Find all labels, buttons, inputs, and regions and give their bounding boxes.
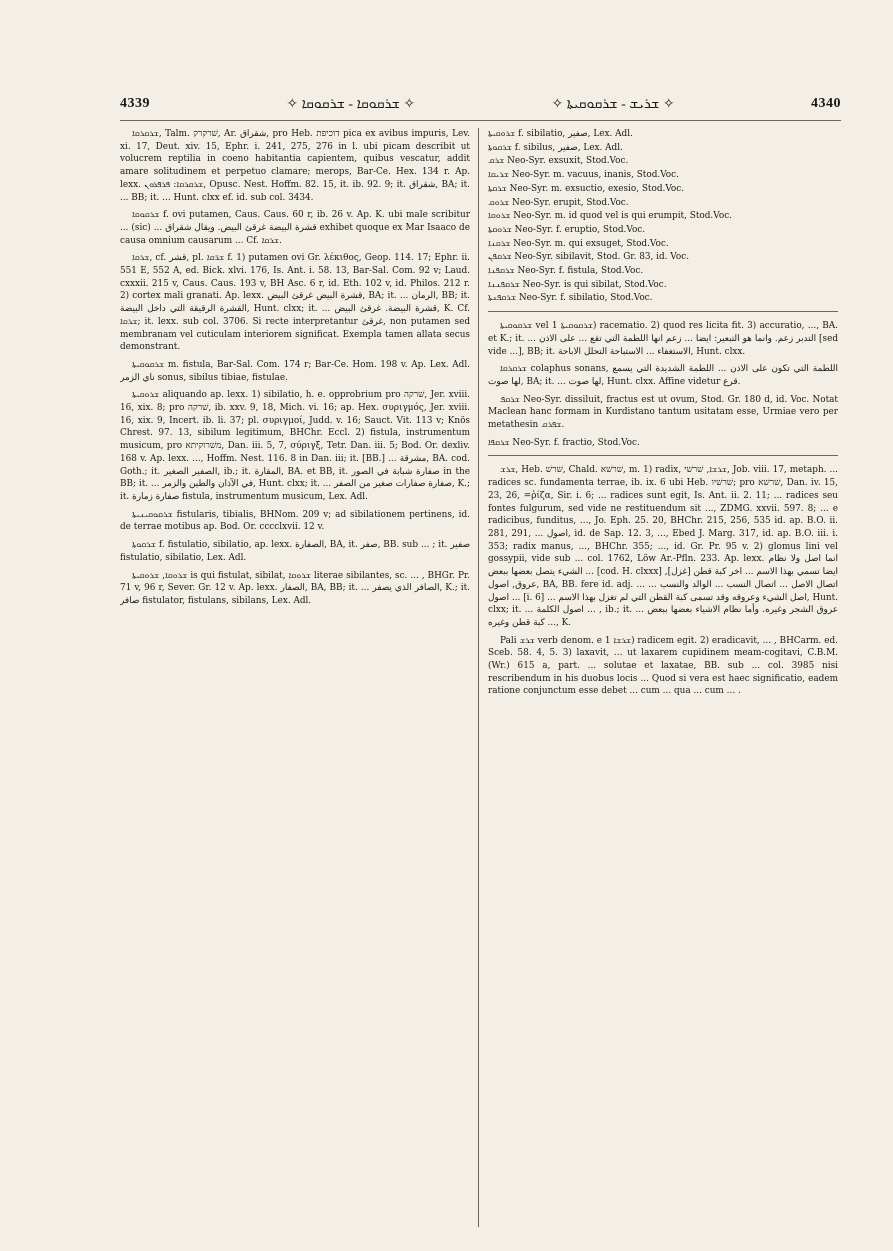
entry: ܫܪܝܩܐ Neo-Syr. m. vacuus, inanis, Stod.Voc.	[488, 170, 679, 181]
section-divider	[488, 311, 838, 312]
page-number-right: 4340	[810, 96, 841, 111]
running-head-right: ✧ ܫܪܝܫ - ܫܪܩܘܩܝܬܐ ✧	[551, 96, 675, 112]
header-rule	[120, 120, 841, 121]
entry: ܫܪܩܢܐ Neo-Syr. m. qui exsuget, Stod.Voc.	[488, 238, 669, 249]
entry: ܫܪܩܦܢܬܐ Neo-Syr. f. sibilatio, Stod.Voc.	[488, 293, 653, 304]
entry: ܫܪܩܘܩܝܬܐ m. fistula, Bar-Sal. Com. 174 r; Bar-Ce. Hom. 198 v. Ap. Lex. Adl. ناي الزمر sonus, sibilus tibiae, fistulae.	[120, 359, 470, 383]
entry: ܫܪܘܩܝܬܐ f. sibilatio, صفير, Lex. Adl.	[488, 129, 633, 139]
page-number-left: 4339	[120, 96, 150, 111]
entry: ܫܪܩܘܩܝܬܐ vel ܫܪܩܘܩܝܬܐ 1) racematio. 2) quod res licita fit. 3) accuratio, ..., BA. et K.; it. ... التدبر زعم. وانما هو التبعير: ايضا ... زعم انها اللطمة التي تقع ... على الاذن [sed vide ...], BB; it. الاستغفاء ... الاستباحة التحلل الاباحة, Hunt. clxx.	[488, 321, 838, 357]
right-column	[478, 128, 838, 1227]
entry: ܫܪܘܩܬܐ Neo-Syr. f. eruptio, Stod.Voc.	[488, 224, 646, 235]
section-divider	[488, 455, 838, 456]
entry: ܫܪܩܦ Neo-Syr. dissiluit, fractus est ut ovum, Stod. Gr. 180 d, id. Voc. Notat Maclean hanc formam in Kurdistano tantum usitatam esse, Urmiae vero per metathesin ܫܦܪܩ.	[488, 394, 838, 431]
entry: ܫܪܩܘܬܐ f. sibilus, صفير, Lex. Adl.	[488, 142, 623, 153]
entry: ܫܪܘܩܐ, ܫܪܘܩܝܬܐ is qui fistulat, sibilat, ܫܪܘܩܐ literae sibilantes, sc. ... , BHGr. Pr. 71 v, 96 r, Sever. Gr. 12 v. Ap. lexx. الصفار, BA, BB; it. ... الصافر الذي يصفر, K.; it. صافر fistulator, fistulans, sibilans, Lex. Adl.	[120, 570, 471, 606]
entry: ܫܪܩܬܐ Neo-Syr. m. exsuctio, exesio, Stod.Voc.	[488, 183, 685, 194]
entry: ܫܪܩܪܩܐ colaphus sonans, اللطمة التي تكون على الاذن ... اللطمة الشديدة التي يسمع لها صوت, BA; it. ... لها صوت, Hunt. clxx. Affine videtur قرع.	[488, 364, 838, 387]
entry: ܫܪܘܩܝܬܐ aliquando ap. lexx. 1) sibilatio, h. e. opprobrium pro שׁרקה, Jer. xviii. 16, xix. 8; pro שׁרקה, ib. xxv. 9, 18, Mich. vi. 16; ap. Hex. συριγμός, Jer. xviii. 16, xix. 9, Incert. ib. li. 37; pl. συριγμοί, Judd. v. 16; Sauct. Vit. 113 v; Knös Chrest. 97. 13, sibilum legitimum, BHChr. Eccl. 2) fistula, instrumentum musicum, pro משׁרוקיתא, Dan. iii. 5, 7, σύριγξ, Tetr. Dan. iii. 5; Bod. Or. dexliv. 168 v. Ap. lexx. ..., Hoffm. Nest. 116. 8 in Dan. iii; it. [BB.] ... مشرقة, BA. cod. Goth.; it. الصفير الصغير, ib.; it. المقارة, BA. et BB, it. صفارة شبابة في الصور in the BB; it. ... في الآذان والطين والزمر, Hunt. clxx; it. ... صفارة صفارات صغير من الصفر, K.; it. صفارة زمارة fistula, instrumentum musicum, Lex. Adl.	[120, 390, 471, 502]
entry: ܫܪܩܦܢܐ Neo-Syr. f. fistula, Stod.Voc.	[488, 266, 644, 277]
entry: ܫܪܩܘܬܐ f. fistulatio, sibilatio, ap. lexx. الصفارة, BA, it. صفر, BB. sub ... ; it. صفير fistulatio, sibilatio, Lex. Adl.	[120, 540, 471, 563]
entry: ܫܪܘܩܐ Neo-Syr. m. id quod vel is qui erumpit, Stod.Voc.	[488, 211, 732, 222]
entry: ܫܪܩܦܢܢܐ Neo-Syr. is qui sibilat, Stod.Voc.	[488, 279, 667, 290]
entry: ܫܪܩܦܢ Neo-Syr. sibilavit, Stod. Gr. 83, id. Voc.	[488, 252, 690, 263]
entry: ܫܪܩܘܩܝܢܝܬܐ fistularis, tibialis, BHNom. 209 v; ad sibilationem pertinens, id. de terrae motibus ap. Bod. Or. cccclxvii. 12 v.	[120, 509, 470, 533]
entry: Pali ܫܪܫ verb denom. e ܫܪܫܐ 1) radicem egit. 2) eradicavit, ... , BHCarm. ed. Sceb. 58. 4, 5. 3) laxavit, ... ut laxarem cupidinem meam-cogitavi, C.B.M. (Wr.) 615 a, part. ... solutae et laxatae, BB. sub ... col. 3985 nisi rescribendum in his duobus locis ... Quod si vera est haec significatio, eadem ratione conjunctum esse debet ... cum ... qua ... cum ... .	[488, 635, 838, 697]
entry: ܫܪܩܐ, cf. قشر, pl. ܫܪ̈ܩܐ f. 1) putamen ovi Gr. λέκιθος, Geop. 114. 17; Ephr. ii. 551 E, 552 A, ed. Bick. xlvi. 176, Is. Ant. i. 58. 13, Bar-Sal. Com. 92 v; Laud. cxxxii. 215 v, Caus. Caus. 193 v, BH Asc. 6 r, id. Eth. 102 v, id. Philos. 212 r. 2) cortex mali granati. Ap. lexx. قشرة البيض غرقئ البيض, BA; it. ... الرمان, BB; it. القشرة الرقيقة التي داخل البيضة, Hunt. clxx; it. ... قشرة البيضة. غرقئ البيض, K. Cf. ܫܪܩܐ; it. lexx. sub col. 3706. Si recte interpretantur غرقئ, non putamen sed membranam vel cuticulam interiorem significat. Exempla tamen allata secus demonstrant.	[120, 253, 471, 353]
entry: ܫܪܩܦܐ Neo-Syr. f. fractio, Stod.Voc.	[488, 437, 640, 448]
two-column-body	[120, 128, 841, 1227]
entry: ܫܪܫ, Heb. שׁרשׁ, Chald. שׁרשׁא, m. 1) radix, ܫܪܫܐ, שׁרשׁי, Job. viii. 17, metaph. ... radices sc. fundamenta terrae, ib. ix. 6 ubi Heb. שׁרשׁיו; pro שׁרשׁא, Dan. iv. 15, 23, 26, =ῥίζα, Sir. i. 6; ... radices sunt egit, Is. Ant. ii. 2. 11; ... radices seu fontes fulgurum, sed vide ne restituendum sit ..., ZDMG. xxvii. 597. 8; ... e radicibus, funditus, ..., Jo. Eph. 25. 20, BHChr. 215, 256, 535 id. ap. B.O. ii. 281, 291, ... اصول, id. de Sap. 12. 3, ..., Ebed J. Marg. 317, id. ap. B.O. iii. i. 353; radix manus, ..., BHChr. 355; ..., id. Gr. Pr. 95 v. 2) glomus lini vel gossypii, vide sub ... col. 1762, Löw Ar.-Pfln. 233. Ap. lexx. انما اصل ولا نظام الشيء يتصل بعضها ببعض ... [cod. H. clxxx] ايضا تسمي بهذا الاسم ... اخر كبة قطن [غزل], عروق, اصول, BA, BB. fere id. adj. ... اتصال الاصل ... اتصال النسب ... الوالد والنسب ... اصول ... [i. 6] ... اصل الشيء وعروقه وقد تسمى كبة القطن التي لم تغزل بهذا الاسم, Hunt. clxx; it. ... اصول الكلمة ... , ib.; it. ... عروق الشجر وغيره. وأما نظام الاشياء بعضها ببعض ... كبة قطن وغيره, K.	[488, 465, 838, 628]
entry: ܫܪܩܘܩܐ f. ovi putamen, Caus. Caus. 60 r, ib. 26 v. Ap. K. ubi male scribitur ... (sic) ... قشرة البيضة غرقئ البيض. ويقال شقراق exhibet quoque ex Mar Isaaco de causa omnium causarum ... Cf. ܫܪܩܐ.	[120, 210, 470, 246]
running-head-left: ✧ ܫܪܩܘܩܐ - ܫܪܩܘܩܐ ✧	[286, 96, 416, 112]
entry: ܫܪܩܪܩܐ, Talm. שׁרקרק, Ar. شقراق, pro Heb. דוכיפת pica ex avibus impuris, Lev. xi. 17, Deut. xiv. 15, Ephr. i. 241, 275, 276 in l. ubi picam describit ut volucrem reptilia in coeno habitantia capientem, quibus vescatur, addit amare solitudinem et perpetuo clamare; merops, Bar-Ce. Hex. 134 r. Ap. lexx. ܫܪܩܪܩܐ: ܦܪܦܪܘܢ, Opusc. Nest. Hoffm. 82. 15, it. ib. 92. 9; it. شقراق, BA; it. ... BB; it. ... Hunt. clxx ef. id. sub col. 3434.	[120, 129, 471, 203]
page-header	[120, 92, 841, 116]
left-column	[120, 128, 478, 1227]
entry: ܫܪܘܩ Neo-Syr. erupit, Stod.Voc.	[488, 197, 629, 208]
entry: ܫܪܩ Neo-Syr. exsuxit, Stod.Voc.	[488, 156, 629, 167]
